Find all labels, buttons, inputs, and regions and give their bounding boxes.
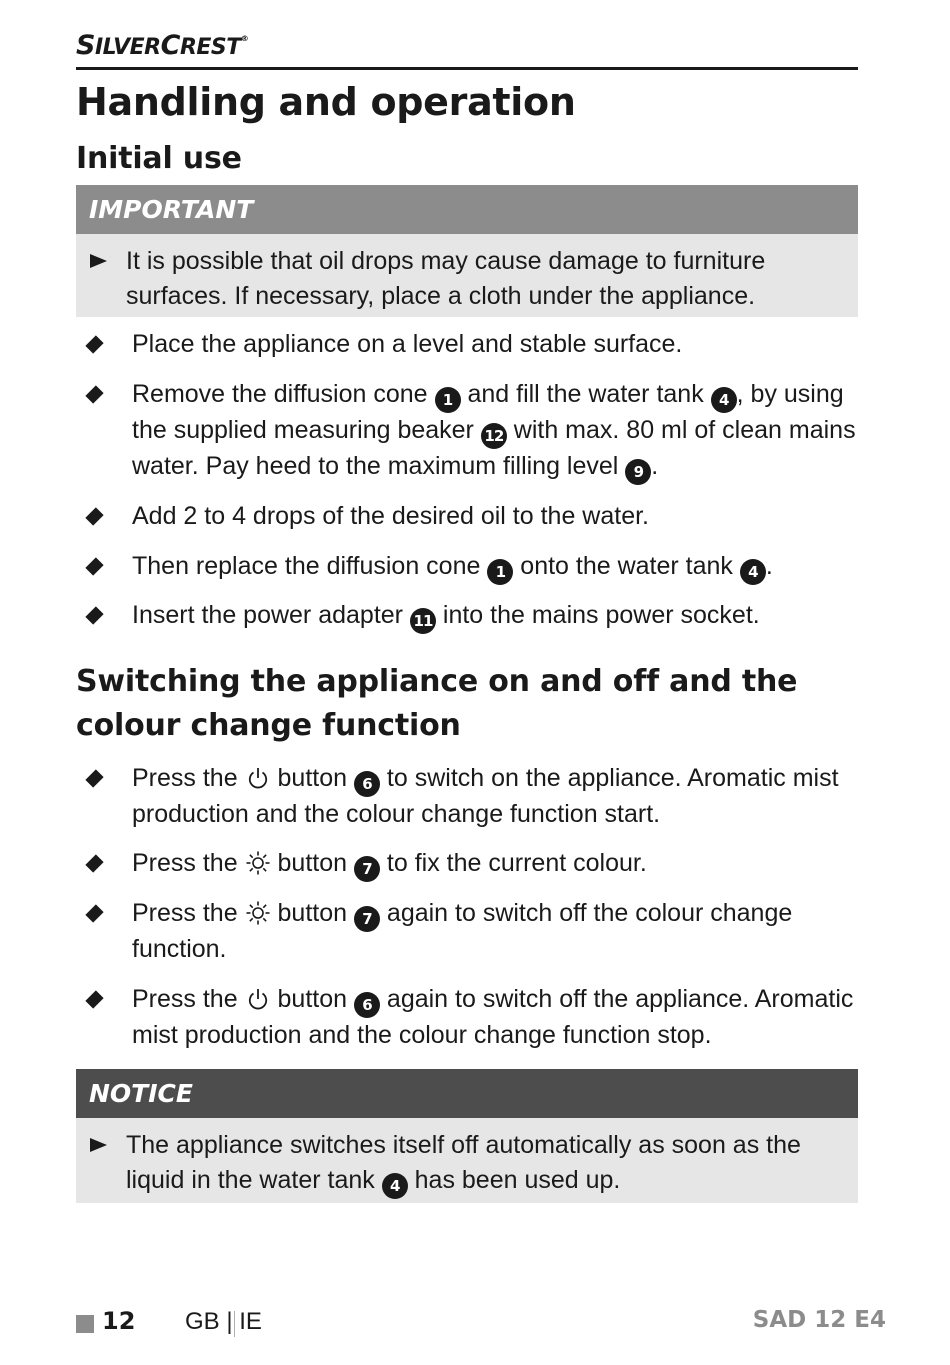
bullet-diamond-icon bbox=[85, 385, 103, 403]
step-text: Then replace the diffusion cone 1 onto the water tank 4 . bbox=[132, 549, 858, 585]
reference-number-badge: 9 bbox=[625, 459, 651, 485]
reference-number-badge: 6 bbox=[354, 771, 380, 797]
reference-number-badge: 4 bbox=[740, 559, 766, 585]
brand-logo: SILVERCREST® bbox=[76, 30, 249, 61]
bullet-diamond-icon bbox=[85, 769, 103, 787]
model-number: SAD 12 E4 bbox=[752, 1307, 886, 1333]
arrow-marker-icon bbox=[90, 254, 107, 268]
header-rule bbox=[76, 67, 858, 70]
important-box-body bbox=[76, 234, 858, 317]
bullet-diamond-icon bbox=[85, 557, 103, 575]
light-icon bbox=[245, 850, 271, 876]
section-heading-switching: Switching the appliance on and off and the colour change function bbox=[76, 664, 798, 743]
step-text: Press the button 6 to switch on the appliance. Aromatic mist production and the colour change function start. bbox=[132, 764, 839, 828]
page-footer bbox=[76, 1303, 886, 1343]
footer-square-icon bbox=[76, 1315, 94, 1333]
reference-number-badge: 4 bbox=[382, 1173, 408, 1199]
step-text: Insert the power adapter 11 into the mains power socket. bbox=[132, 598, 858, 634]
reference-number-badge: 1 bbox=[487, 559, 513, 585]
bullet-diamond-icon bbox=[85, 507, 103, 525]
bullet-diamond-icon bbox=[85, 990, 103, 1008]
country-codes: GB | IE bbox=[185, 1308, 262, 1335]
notice-text: The appliance switches itself off automatically as soon as the liquid in the water tank 4 has been used up. bbox=[126, 1128, 846, 1199]
reference-number-badge: 12 bbox=[481, 423, 507, 449]
bullet-diamond-icon bbox=[85, 335, 103, 353]
reference-number-badge: 6 bbox=[354, 992, 380, 1018]
bullet-diamond-icon bbox=[85, 854, 103, 872]
page-number: 12 bbox=[102, 1307, 136, 1335]
power-icon bbox=[245, 986, 271, 1012]
reference-number-badge: 7 bbox=[354, 906, 380, 932]
step-text: Press the button 7 again to switch off the colour change function. bbox=[132, 899, 793, 963]
page-title: Handling and operation bbox=[76, 80, 576, 124]
section-heading-initial-use: Initial use bbox=[76, 141, 242, 176]
step-text: Place the appliance on a level and stable surface. bbox=[132, 330, 683, 358]
bullet-diamond-icon bbox=[85, 606, 103, 624]
reference-number-badge: 1 bbox=[435, 387, 461, 413]
light-icon bbox=[245, 900, 271, 926]
step-text: Press the button 6 again to switch off the appliance. Aromatic mist production and the colour change function stop. bbox=[132, 985, 854, 1049]
step-text: Remove the diffusion cone 1 and fill the water tank 4 , by using the supplied measuring beaker 12 with max. 80 ml of clean mains water. Pay heed to the maximum filling level 9 . bbox=[132, 377, 858, 485]
important-text: It is possible that oil drops may cause damage to furniture surfaces. If necessary, place a cloth under the appliance. bbox=[126, 247, 766, 310]
step-text: Add 2 to 4 drops of the desired oil to the water. bbox=[132, 502, 649, 530]
arrow-marker-icon bbox=[90, 1138, 107, 1152]
reference-number-badge: 11 bbox=[410, 608, 436, 634]
notice-box-header: NOTICE bbox=[76, 1069, 858, 1118]
notice-box-body bbox=[76, 1118, 858, 1203]
reference-number-badge: 7 bbox=[354, 856, 380, 882]
important-box-header: IMPORTANT bbox=[76, 185, 858, 234]
reference-number-badge: 4 bbox=[711, 387, 737, 413]
bullet-diamond-icon bbox=[85, 904, 103, 922]
power-icon bbox=[245, 765, 271, 791]
step-text: Press the button 7 to fix the current colour. bbox=[132, 846, 858, 882]
